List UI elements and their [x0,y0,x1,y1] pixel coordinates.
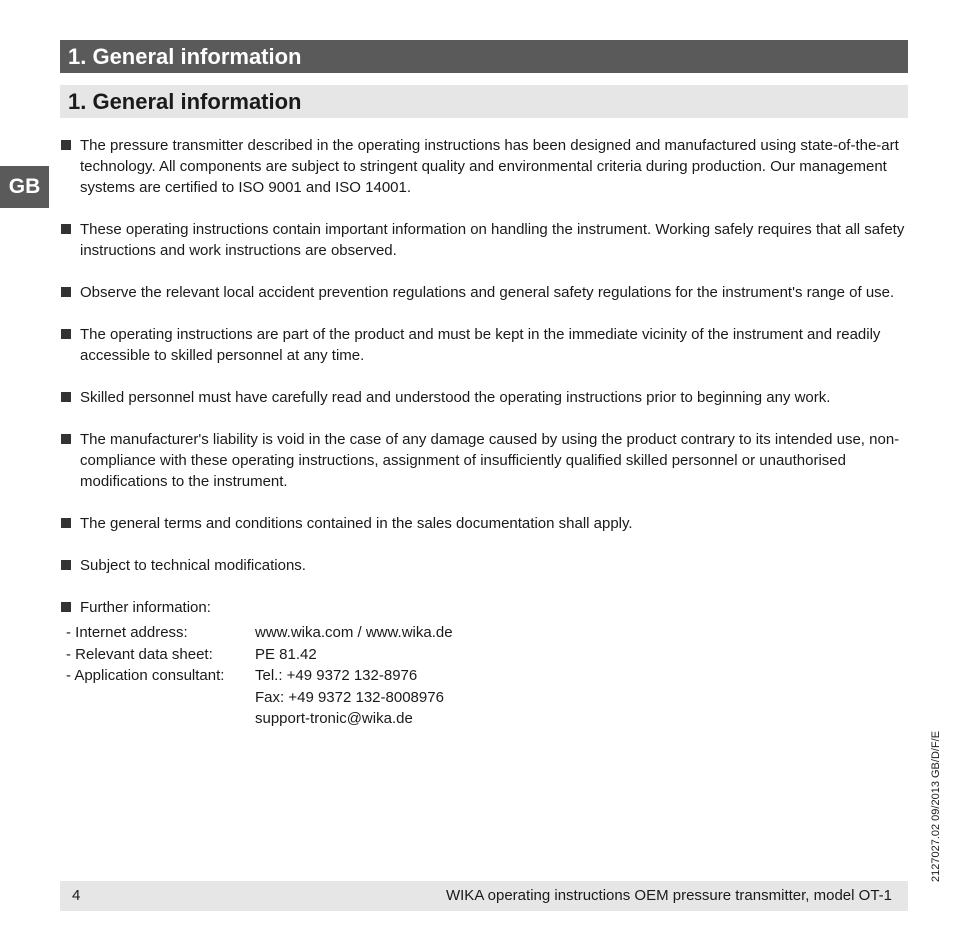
square-bullet-icon [61,602,71,612]
data-sheet-value: PE 81.42 [255,645,317,663]
info-row [66,665,908,687]
info-label [66,708,255,730]
bullet-text: These operating instructions contain important information on handling the instrument. Working safely requires that all safety instructions and work instructions are observed. [80,221,905,259]
bullet-item [60,387,908,408]
square-bullet-icon [61,518,71,528]
square-bullet-icon [61,287,71,297]
bullet-item [60,513,908,534]
fax-value: Fax: +49 9372 132-8008976 [255,688,444,706]
document-code: 2127027.02 09/2013 GB/D/F/E [930,730,942,882]
bullet-text: The manufacturer's liability is void in the case of any damage caused by using the product contrary to its intended use, non-compliance with these operating instructions, assignment of insufficiently qualified skilled personnel or unauthorised modifications to the instrument. [80,431,900,490]
language-tab-label: GB [8,175,41,198]
square-bullet-icon [61,224,71,234]
page-number: 4 [72,887,81,904]
info-label [66,687,255,709]
further-info-table [66,622,908,730]
square-bullet-icon [61,329,71,339]
bullet-text: Subject to technical modifications. [80,557,306,574]
section-title: 1. General information [68,89,302,114]
bullet-item [60,135,908,198]
email-value: support-tronic@wika.de [255,710,413,727]
info-row [66,622,908,644]
bullet-item [60,555,908,576]
bullet-text: The pressure transmitter described in the operating instructions has been designed and manufactured using state-of-the-art technology. All components are subject to stringent quality and environmental criteria during production. Our management systems are certified to ISO 9001 and ISO 14001. [80,137,899,196]
further-info-block [60,597,908,618]
chapter-header [60,40,908,73]
footer-doc-title: WIKA operating instructions OEM pressure transmitter, model OT-1 [445,887,892,904]
chapter-title: 1. General information [68,44,302,69]
content-body [60,135,908,730]
square-bullet-icon [61,140,71,150]
phone-value: Tel.: +49 9372 132-8976 [255,667,418,684]
square-bullet-icon [61,560,71,570]
internet-address-value: www.wika.com / www.wika.de [255,624,453,641]
bullet-item [60,429,908,492]
info-row [66,708,908,730]
language-tab [0,166,49,208]
bullet-item [60,324,908,366]
bullet-text: The operating instructions are part of the product and must be kept in the immediate vicinity of the instrument and readily accessible to skilled personnel at any time. [80,326,881,364]
info-label: - Internet address: [66,624,188,641]
page-footer [60,881,908,911]
further-info-heading: Further information: [80,599,211,616]
info-label: - Application consultant: [66,667,225,684]
bullet-text: The general terms and conditions contained in the sales documentation shall apply. [80,515,633,532]
bullet-text: Skilled personnel must have carefully read and understood the operating instructions prior to beginning any work. [80,389,831,406]
info-label: - Relevant data sheet: [66,645,213,663]
bullet-text: Observe the relevant local accident prevention regulations and general safety regulations for the instrument's range of use. [80,284,895,301]
bullet-item [60,219,908,261]
bullet-item [60,282,908,303]
info-row [66,687,908,709]
square-bullet-icon [61,434,71,444]
section-header [60,85,908,118]
info-row [66,644,908,666]
square-bullet-icon [61,392,71,402]
